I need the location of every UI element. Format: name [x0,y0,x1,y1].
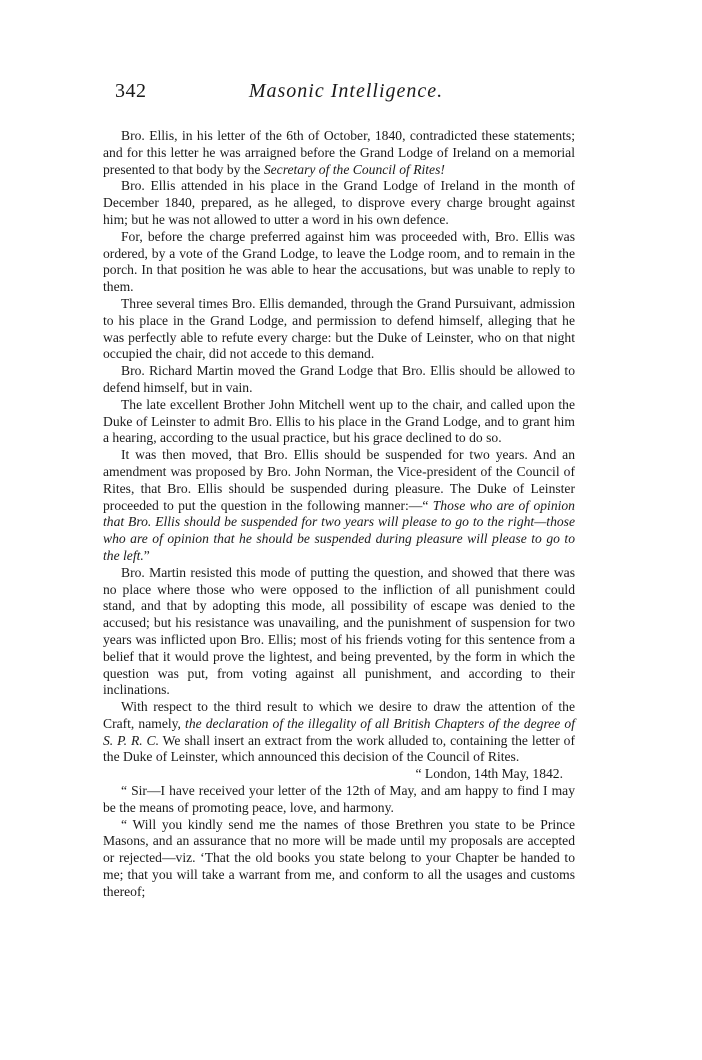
paragraph: Bro. Ellis attended in his place in the Grand Lodge of Ireland in the month of December 1840, prepared, as he alleged, to disprove every charge brought against him; but he was not allowed to utter a word in his own defence. [103,178,575,227]
letter-paragraph: “ Will you kindly send me the names of those Brethren you state to be Prince Masons, and an assurance that no more will be made until my proposals are accepted or rejected—viz. ‘That the old books you state belong to your Chapter be handed to me; that you will take a warrant from me, and conform to all the usages and customs thereof; [103,816,575,899]
paragraph: Bro. Ellis, in his letter of the 6th of October, 1840, contradicted these statements; and for this letter he was arraigned before the Grand Lodge of Ireland on a memorial presented to that body by the Secretary of the Council of Rites! [103,128,575,177]
letter-paragraph: “ Sir—I have received your letter of the 12th of May, and am happy to find I may be the means of promoting peace, love, and harmony. [103,783,575,815]
paragraph: Bro. Richard Martin moved the Grand Lodge that Bro. Ellis should be allowed to defend himself, but in vain. [103,363,575,395]
paragraph: For, before the charge preferred against him was proceeded with, Bro. Ellis was ordered, by a vote of the Grand Lodge, to leave the Lodge room, and to remain in the porch. In that position he was able to hear the accusations, but was unable to reply to them. [103,228,575,295]
page-number: 342 [115,80,147,102]
paragraph: The late excellent Brother John Mitchell went up to the chair, and called upon the Duke of Leinster to admit Bro. Ellis to his place in the Grand Lodge, and to grant him a hearing, according to the usual practice, but his grace declined to do so. [103,396,575,446]
paragraph: Bro. Martin resisted this mode of putting the question, and showed that there was no place where those who were opposed to the infliction of all punishment could stand, and that by adopting this mode, all possibility of escape was denied to the accused; but his resistance was unavailing, and the punishment of suspension for two years was inflicted upon Bro. Ellis; most of his friends voting for this sentence from a belief that it would prove the lightest, and being prevented, by the form in which the question was put, from voting against all punishment, and according to their inclinations. [103,564,575,698]
body-text [103,128,575,901]
page-header [115,80,577,106]
paragraph: With respect to the third result to which we desire to draw the attention of the Craft, namely, the declaration of the illegality of all British Chapters of the degree of S. P. R. C. We shall insert an extract from the work alluded to, containing the letter of the Duke of Leinster, which announced this decision of the Council of Rites. [103,699,575,765]
paragraph: Three several times Bro. Ellis demanded, through the Grand Pursuivant, admission to his place in the Grand Lodge, and permission to defend himself, alleging that he was perfectly able to refute every charge: but the Duke of Leinster, who on that night occupied the chair, did not accede to this demand. [103,295,575,362]
running-title: Masonic Intelligence. [248,80,444,102]
paragraph: It was then moved, that Bro. Ellis should be suspended for two years. And an amendment was proposed by Bro. John Norman, the Vice-president of the Council of Rites, that Bro. Ellis should be suspended during pleasure. The Duke of Leinster proceeded to put the question in the following manner:—“ Those who are of opinion that Bro. Ellis should be suspended for two years will please to go to the right—those who are of opinion that he should be suspended during pleasure will please to go to the left.” [103,447,575,563]
letter-dateline: “ London, 14th May, 1842. [415,766,563,782]
